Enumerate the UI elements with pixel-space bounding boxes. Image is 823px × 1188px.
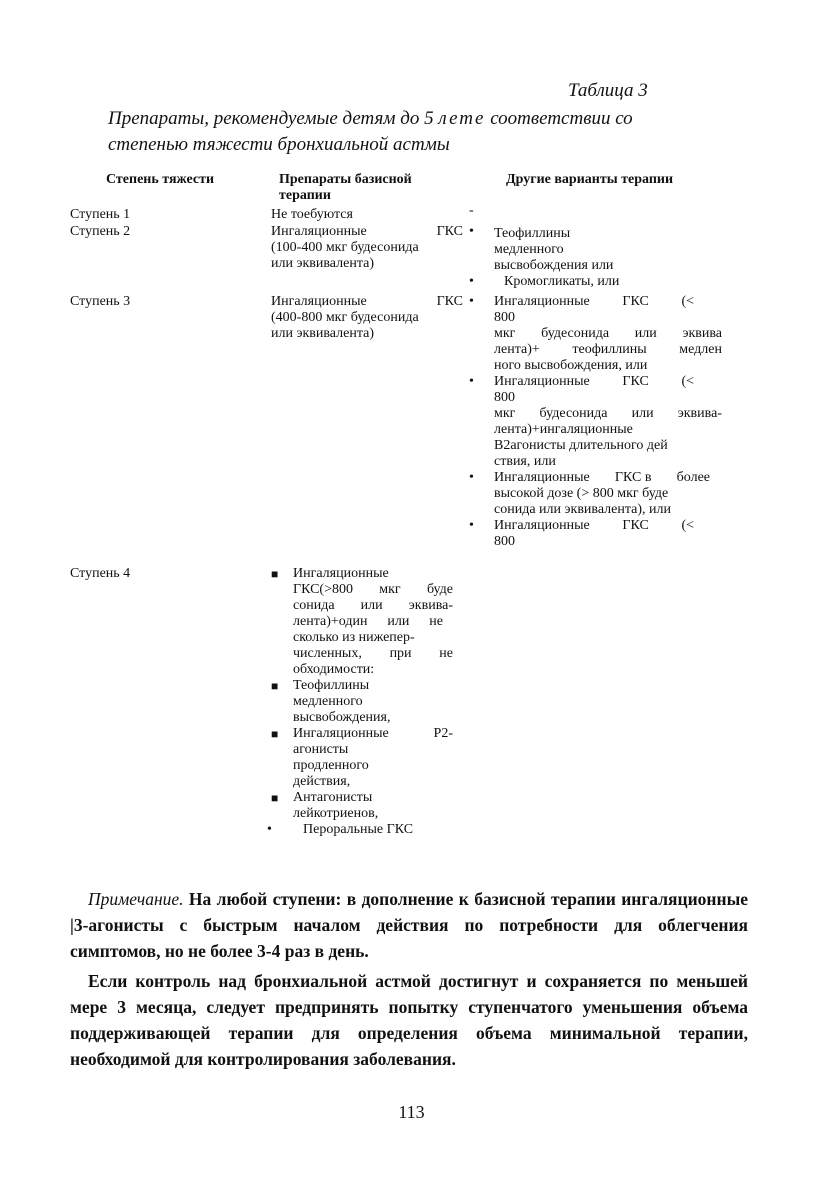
word: численных, [293,646,362,661]
cell-line: медленного [494,242,564,257]
note-paragraph-1 [70,886,748,964]
cell-line: высвобождения, [293,710,391,725]
word: теофиллины [572,342,647,357]
word: эквива- [677,406,722,421]
note-label: Примечание. [88,889,184,909]
cell-line: Теофиллины [494,226,571,241]
cell-line [494,406,722,422]
note-paragraph-2 [70,968,748,1072]
square-bullet: ■ [271,567,279,581]
word: (< [681,374,694,389]
word: ГКС в [614,470,652,485]
cell-line: продленного [293,758,369,773]
word: сонида [293,598,335,613]
cell-line: 800 [494,310,515,325]
word: ГКС [622,374,649,389]
cell-line: медленного [293,694,363,709]
word: лента)+ [494,342,540,357]
cell-line [293,614,443,630]
cell-line: или эквивалента) [271,256,375,271]
cell-line: (100-400 мкг будесонида [271,240,419,255]
word: Кромогликаты, или [504,274,620,289]
word: (< [681,518,694,533]
cell-line: лента)+ингаляционные [494,422,633,437]
bullet: • [267,822,272,837]
cell-line [293,582,453,598]
square-bullet: ■ [271,679,279,693]
cell-line: 800 [494,390,515,405]
step-4-label: Ступень 4 [70,566,131,581]
header-severity: Степень тяжести [106,172,215,187]
step-2-other [469,226,722,290]
word: Ингаляционные [271,224,367,239]
cell-line [469,470,722,486]
table-title-part: соответствии со [490,108,633,129]
page-number: 113 [398,1102,425,1122]
step-3-label: Ступень 3 [70,294,131,309]
word: Р2- [433,726,453,741]
cell-line: В2агонисты длительного дей [494,438,668,453]
cell-line [271,294,463,310]
word: Ингаляционные [293,726,389,741]
bullet: • [469,224,474,239]
word: Антагонисты [293,790,373,805]
cell-line: (400-800 мкг будесонида [271,310,419,325]
cell-line: или эквивалента) [271,326,375,341]
word: мкг [494,326,516,341]
cell-line [469,518,722,534]
word: буде [426,582,453,597]
cell-line [494,326,722,342]
step-4-basic [267,566,453,838]
word: Ингаляционные [293,566,389,581]
cell-line [293,598,453,614]
bullet: • [469,470,474,485]
word: медлен [679,342,722,357]
cell-line: сонида или эквивалента), или [494,502,672,517]
table-title-part: Препараты, рекомендуемые детям до 5 [108,108,434,129]
word: лента)+один [293,614,368,629]
cell-line: сколько из нижепер- [293,630,415,645]
header-other-therapy: Другие варианты терапии [506,172,674,187]
word: Теофиллины [293,678,370,693]
word: или [631,406,654,421]
step-2-label: Ступень 2 [70,224,131,239]
word: при [389,646,412,661]
cell-line [494,342,722,358]
word: или [360,598,383,613]
bullet: • [469,374,474,389]
word: не [429,614,443,629]
word: мкг [379,582,401,597]
table-number: Таблица 3 [568,80,648,101]
word: эквива- [408,598,453,613]
cell-line: ного высвобождения, или [494,358,648,373]
step-1-other-dash: - [469,203,474,218]
word: будесонида [541,326,610,341]
word: ГКС [436,224,463,239]
word: мкг [494,406,516,421]
word: не [439,646,453,661]
note-text: Если контроль над бронхиальной астмой достигнут и сохраняется по меньшей мере 3 месяца, следует предпринять попытку ступенчатого уменьшения объема поддерживающей терапии для определения объема минимальной терапии, необходимой для контролирования заболевания. [70,971,748,1069]
step-3-other [469,294,722,550]
cell-line: 800 [494,534,515,549]
word: (< [681,294,694,309]
cell-line [267,822,453,838]
bullet: • [469,274,474,289]
cell-line [271,678,453,694]
header-line: терапии [279,188,331,203]
word: Пероральные ГКС [303,822,414,837]
cell-line [494,294,694,310]
cell-line: ствия, или [494,454,556,469]
word: эквива [682,326,722,341]
word: Ингаляционные [494,518,590,533]
cell-line [271,224,463,240]
cell-line: действия, [293,774,351,789]
word: будесонида [539,406,608,421]
cell-line: высвобождения или [494,258,614,273]
cell-line [469,374,722,390]
cell-line [293,646,453,662]
square-bullet: ■ [271,727,279,741]
cell-line: обходимости: [293,662,375,677]
step-1-basic: Не тоебуются [271,207,353,222]
table-title-spaced-word: лете [438,108,486,129]
cell-line [469,274,722,290]
word: или [387,614,410,629]
square-bullet: ■ [271,791,279,805]
header-basic-therapy [279,172,454,204]
note-text: На любой ступени: в дополнение к базисной терапии ингаляционные |3-агонисты с быстрым началом действия по потребности для облегчения симптомов, но не более 3-4 раз в день. [70,889,749,961]
header-line: Препараты базисной [279,172,412,187]
word: ГКС [622,518,649,533]
word: ГКС(>800 [293,582,353,597]
cell-line: агонисты [293,742,349,757]
bullet: • [469,294,474,309]
table-title [108,106,698,158]
word: ГКС [622,294,649,309]
note [70,886,748,1072]
step-3-basic [271,294,463,342]
cell-line [271,726,453,742]
step-1-label: Ступень 1 [70,207,131,222]
cell-line: лейкотриенов, [293,806,379,821]
table-title-part: степенью тяжести бронхиальной астмы [108,134,450,155]
word: более [676,470,710,485]
word: или [634,326,657,341]
bullet: • [469,518,474,533]
cell-line [271,566,453,582]
word: ГКС [436,294,463,309]
step-2-basic [271,224,463,272]
word: Ингаляционные [494,294,590,309]
cell-line [271,790,453,806]
word: Ингаляционные [271,294,367,309]
word: Ингаляционные [494,374,590,389]
cell-line: высокой дозе (> 800 мкг буде [494,486,669,501]
word: Ингаляционные [494,470,590,485]
